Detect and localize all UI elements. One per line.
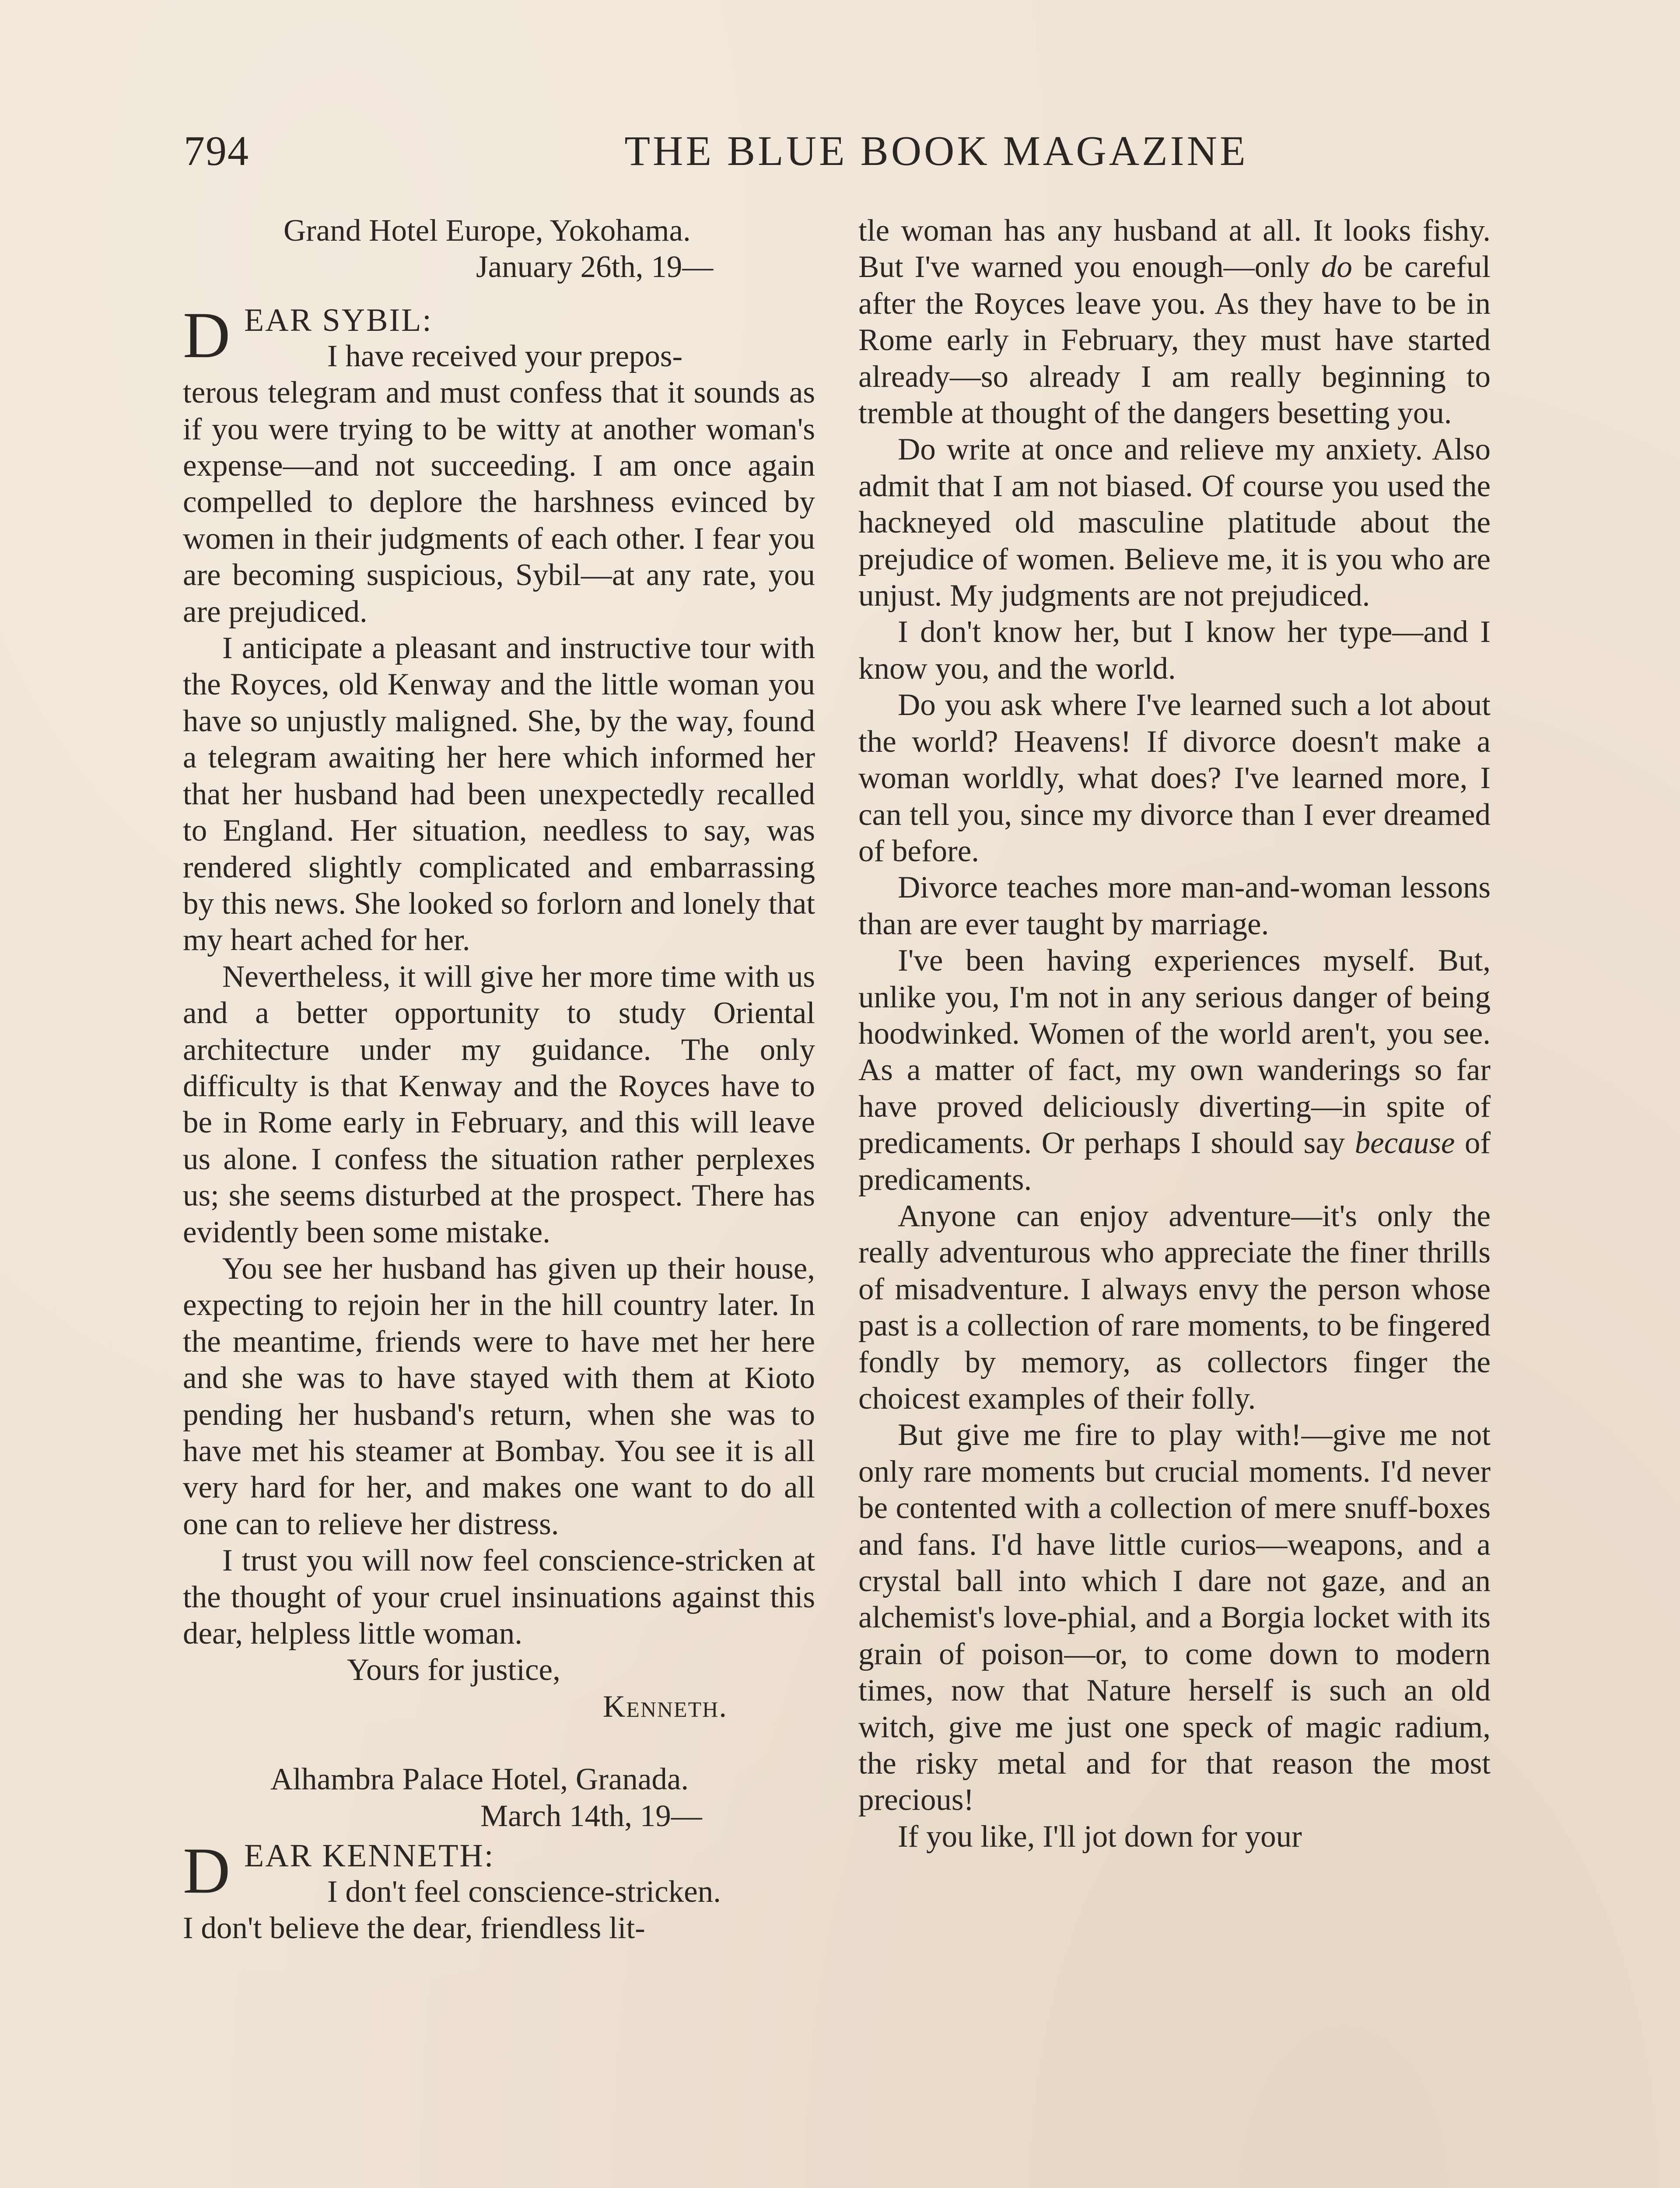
right-column [858,213,1491,1855]
p1-rest-text: be careful after the Royces leave you. As they have to be in Rome early in February, they must have started already—so already I am really beginning to tremble at thought of the dangers besetting you. [858,250,1491,431]
emphasis-do: do [1321,250,1352,284]
emphasis-because: because [1354,1126,1455,1161]
letter2-salutation-text: EAR KENNETH: [244,1838,495,1874]
p1-cont-text: tle woman has any husband at all. It looks fishy. But I've warned you enough—only [858,214,1491,284]
letter1-paragraph-1-start: I have received your prepos- [327,339,683,373]
letter2-paragraph-4: Do you ask where I've learned such a lot about the world? Heavens! If divorce doesn't make a woman worldly, what does? I've learned more, I can tell you, since my divorce than I ever dreamed of before. [858,688,1491,868]
running-head: THE BLUE BOOK MAGAZINE [624,127,1248,174]
p6-end-text: of predicaments. [858,1126,1491,1197]
left-column [183,213,815,1947]
letter1-paragraph-4: You see her husband has given up their house, expecting to rejoin her in the hill country later. In the meantime, friends were to have met her here and she was to have stayed with them at Kioto pending her husband's return, when she was to have met his steamer at Bombay. You see it is all very hard for her, and makes one want to do all one can to relieve her distress. [183,1251,815,1541]
letter1-closing: Yours for justice, [347,1653,560,1687]
p6-start-text: I've been having experiences myself. But, unlike you, I'm not in any serious danger of being hoodwinked. Women of the world aren't, you see. As a matter of fact, my own wanderings so far have proved deliciously diverting—in spite of predicaments. Or perhaps I should say [858,943,1491,1161]
letter1-drop-cap: D [183,298,231,372]
letter2-address-date: March 14th, 19— [480,1799,702,1833]
letter1-paragraph-3: Nevertheless, it will give her more time with us and a better opportunity to study Oriental architecture under my guidance. The only difficulty is that Kenway and the Royces have to be in Rome early in February, and this will leave us alone. I confess the situation rather perplexes us; she seems disturbed at the prospect. There has evidently been some mistake. [183,959,815,1249]
letter2-paragraph-1: I don't believe the dear, friendless lit- [183,1911,645,1946]
letter2-paragraph-9: If you like, I'll jot down for your [898,1819,1302,1854]
letter2-paragraph-7: Anyone can enjoy adventure—it's only the really adventurous who appreciate the finer thrills of misadventure. I always envy the person whose past is a collection of rare moments, to be fingered fondly by memory, as collectors finger the choicest examples of their folly. [858,1199,1491,1416]
letter2-address-hotel: Alhambra Palace Hotel, Granada. [270,1762,689,1797]
letter2-paragraph-6 [858,943,1491,1198]
letter2-paragraph-1-continued [858,213,1491,431]
page-number: 794 [184,127,249,174]
letter1-signature: Kenneth. [603,1689,728,1724]
letter1-paragraph-5: I trust you will now feel conscience-stricken at the thought of your cruel insinuations against this dear, helpless little woman. [183,1543,815,1651]
letter2-paragraph-1-start: I don't feel conscience-stricken. [327,1875,721,1909]
letter2-paragraph-3: I don't know her, but I know her type—and I know you, and the world. [858,615,1491,686]
letter2-drop-cap: D [183,1834,231,1907]
letter2-paragraph-2: Do write at once and relieve my anxiety. Also admit that I am not biased. Of course you used the hackneyed old masculine platitude about the prejudice of women. Believe me, it is you who are unjust. My judgments are not prejudiced. [858,432,1491,613]
letter2-paragraph-8: But give me fire to play with!—give me not only rare moments but crucial moments. I'd never be contented with a collection of mere snuff-boxes and fans. I'd have little curios—weapons, and a crystal ball into which I dare not gaze, and an alchemist's love-phial, and a Borgia locket with its grain of poison—or, to come down to modern times, now that Nature herself is such an old witch, give me just one speck of magic radium, the risky metal and for that reason the most precious! [858,1418,1491,1817]
letter-separator [183,1725,815,1761]
letter1-paragraph-2: I anticipate a pleasant and instructive tour with the Royces, old Kenway and the little woman you have so unjustly maligned. She, by the way, found a telegram awaiting her here which informed her that her husband had been unexpectedly recalled to England. Her situation, needless to say, was rendered slightly complicated and embarrassing by this news. She looked so forlorn and lonely that my heart ached for her. [183,631,815,957]
letter1-address-hotel: Grand Hotel Europe, Yokohama. [284,214,691,248]
letter1-paragraph-1: terous telegram and must confess that it sounds as if you were trying to be witty at another woman's expense—and not succeeding. I am once again compelled to deplore the harshness evinced by women in their judgments of each other. I fear you are becoming suspicious, Sybil—at any rate, you are prejudiced. [183,375,815,629]
letter2-paragraph-5: Divorce teaches more man-and-woman lessons than are ever taught by marriage. [858,870,1491,941]
letter1-address-date: January 26th, 19— [476,250,714,284]
page-header [184,123,1501,179]
letter1-salutation-text: EAR SYBIL: [244,302,433,338]
